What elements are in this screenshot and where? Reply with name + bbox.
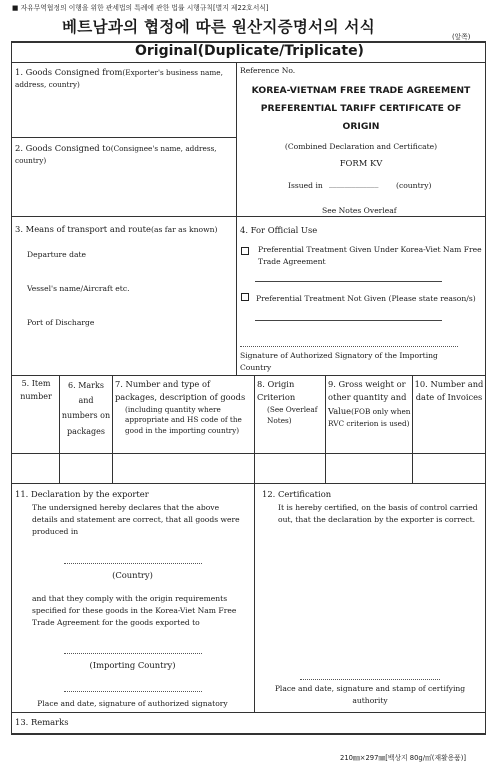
official-signature-line <box>240 346 458 347</box>
importing-country-line <box>64 653 202 654</box>
frame-bottom-rule <box>11 733 486 735</box>
col-divider-6 <box>59 375 60 483</box>
country-line <box>64 563 202 564</box>
upper-divider <box>236 62 237 375</box>
exporter-signature-line <box>64 691 202 692</box>
see-notes-overleaf: See Notes Overleaf <box>322 206 397 215</box>
page-side-note: (앞쪽) <box>452 33 471 41</box>
port-of-discharge-label: Port of Discharge <box>27 318 95 327</box>
paper-spec-footer: 210㎜×297㎜[백상지 80g/㎡(재활용품)] <box>340 754 467 762</box>
box13-remarks-label: 13. Remarks <box>15 717 69 727</box>
page-subtitle: Original(Duplicate/Triplicate) <box>135 43 364 59</box>
box2-goods-consigned-to <box>15 142 233 168</box>
treatment-given-checkbox[interactable] <box>241 247 249 255</box>
declaration-text-1: The undersigned hereby declares that the above details and statement are correct, that all goods were produced in <box>32 503 240 537</box>
box2-label: 2. Goods Consigned to <box>15 143 111 153</box>
col8-origin-criterion <box>257 378 323 426</box>
col9-detail: (FOB only when RVC criterion is used) <box>328 406 411 429</box>
certificate-heading-2: PREFERENTIAL TARIFF CERTIFICATE OF <box>260 103 462 114</box>
vessel-name-label: Vessel's name/Aircraft etc. <box>27 284 130 293</box>
certification-text: It is hereby certified, on the basis of control carried out, that the declaration by the exporter is correct. <box>278 503 478 525</box>
box2-detail: (Consignee's name, address, country) <box>15 144 217 166</box>
remarks-top <box>11 712 486 713</box>
col7-detail: (including quantity where appropriate and HS code of the good in the importing country) <box>125 404 242 435</box>
box11-label: 11. Declaration by the exporter <box>15 489 149 499</box>
col7-description <box>115 378 253 437</box>
subtitle-rule <box>11 62 486 63</box>
issued-in-label: Issued in <box>288 181 323 190</box>
issued-in-blank[interactable]: _____________ <box>329 179 379 188</box>
certificate-heading-3: ORIGIN <box>342 121 380 132</box>
col10-invoices: 10. Number and date of Invoices <box>414 379 484 403</box>
col-divider-9 <box>325 375 326 483</box>
certificate-heading-1: KOREA-VIETNAM FREE TRADE AGREEMENT <box>251 85 471 96</box>
rule-note: ■ 자유무역협정의 이행을 위한 관세법의 특례에 관한 법률 시행규칙[별지 제22호서식] <box>12 4 269 12</box>
col5-item-number: 5. Item number <box>20 379 52 401</box>
importing-country-caption: (Importing Country) <box>89 660 176 670</box>
col9-label: 9. Gross weight or other quantity and Value <box>328 379 407 416</box>
box3-label: 3. Means of transport and route <box>15 224 151 234</box>
col8-detail: (See Overleaf Notes) <box>267 404 318 426</box>
box1-bottom <box>11 137 236 138</box>
issued-country-label: (country) <box>396 181 432 190</box>
col-divider-8 <box>254 375 255 483</box>
box12-label: 12. Certification <box>262 489 332 499</box>
frame-left <box>11 41 12 734</box>
form-kv-label: FORM KV <box>339 158 383 168</box>
treatment-given-line <box>255 281 442 282</box>
official-signature-label: Signature of Authorized Signatory of the Importing Country <box>240 351 438 372</box>
col6-marks-numbers: 6. Marks and numbers on packages <box>61 381 111 436</box>
departure-date-label: Departure date <box>27 250 87 259</box>
box3-detail: (as far as known) <box>151 225 218 234</box>
box1-detail: (Exporter's business name, address, country) <box>15 68 223 90</box>
col-divider-7 <box>112 375 113 483</box>
columns-header-top <box>11 375 486 376</box>
treatment-not-given-label: Preferential Treatment Not Given (Please state reason/s) <box>256 294 476 303</box>
columns-body-top <box>11 453 486 454</box>
box3-means-of-transport <box>15 224 217 235</box>
col7-label: 7. Number and type of packages, description of goods <box>115 379 246 403</box>
box1-label: 1. Goods Consigned from <box>15 67 123 77</box>
box1-goods-consigned-from <box>15 66 233 92</box>
treatment-given-label: Preferential Treatment Given Under Korea-Viet Nam Free Trade Agreement <box>258 245 482 267</box>
columns-body-bottom <box>11 483 486 484</box>
certifier-signature-line <box>300 679 440 680</box>
combined-declaration-note: (Combined Declaration and Certificate) <box>284 142 438 151</box>
treatment-reason-line <box>255 320 442 321</box>
col-divider-10 <box>412 375 413 483</box>
declaration-text-2: and that they comply with the origin requirements specified for these goods in the Korea-Viet Nam Free Trade Agreement for the goods exported to <box>32 594 237 628</box>
col8-label: 8. Origin Criterion <box>257 379 296 402</box>
upper-section-bottom <box>11 216 486 217</box>
treatment-not-given-checkbox[interactable] <box>241 293 249 301</box>
declaration-divider <box>254 483 255 712</box>
frame-right <box>485 41 486 734</box>
country-caption: (Country) <box>112 570 153 580</box>
page-title: 베트남과의 협정에 따른 원산지증명서의 서식 <box>62 18 375 36</box>
box4-label: 4. For Official Use <box>240 225 318 235</box>
reference-no-label: Reference No. <box>240 66 296 75</box>
exporter-signature-caption: Place and date, signature of authorized signatory <box>37 699 228 708</box>
certifier-signature-caption: Place and date, signature and stamp of certifying authority <box>274 684 466 706</box>
frame-top-rule <box>11 41 486 43</box>
col9-gross-weight <box>328 378 412 431</box>
